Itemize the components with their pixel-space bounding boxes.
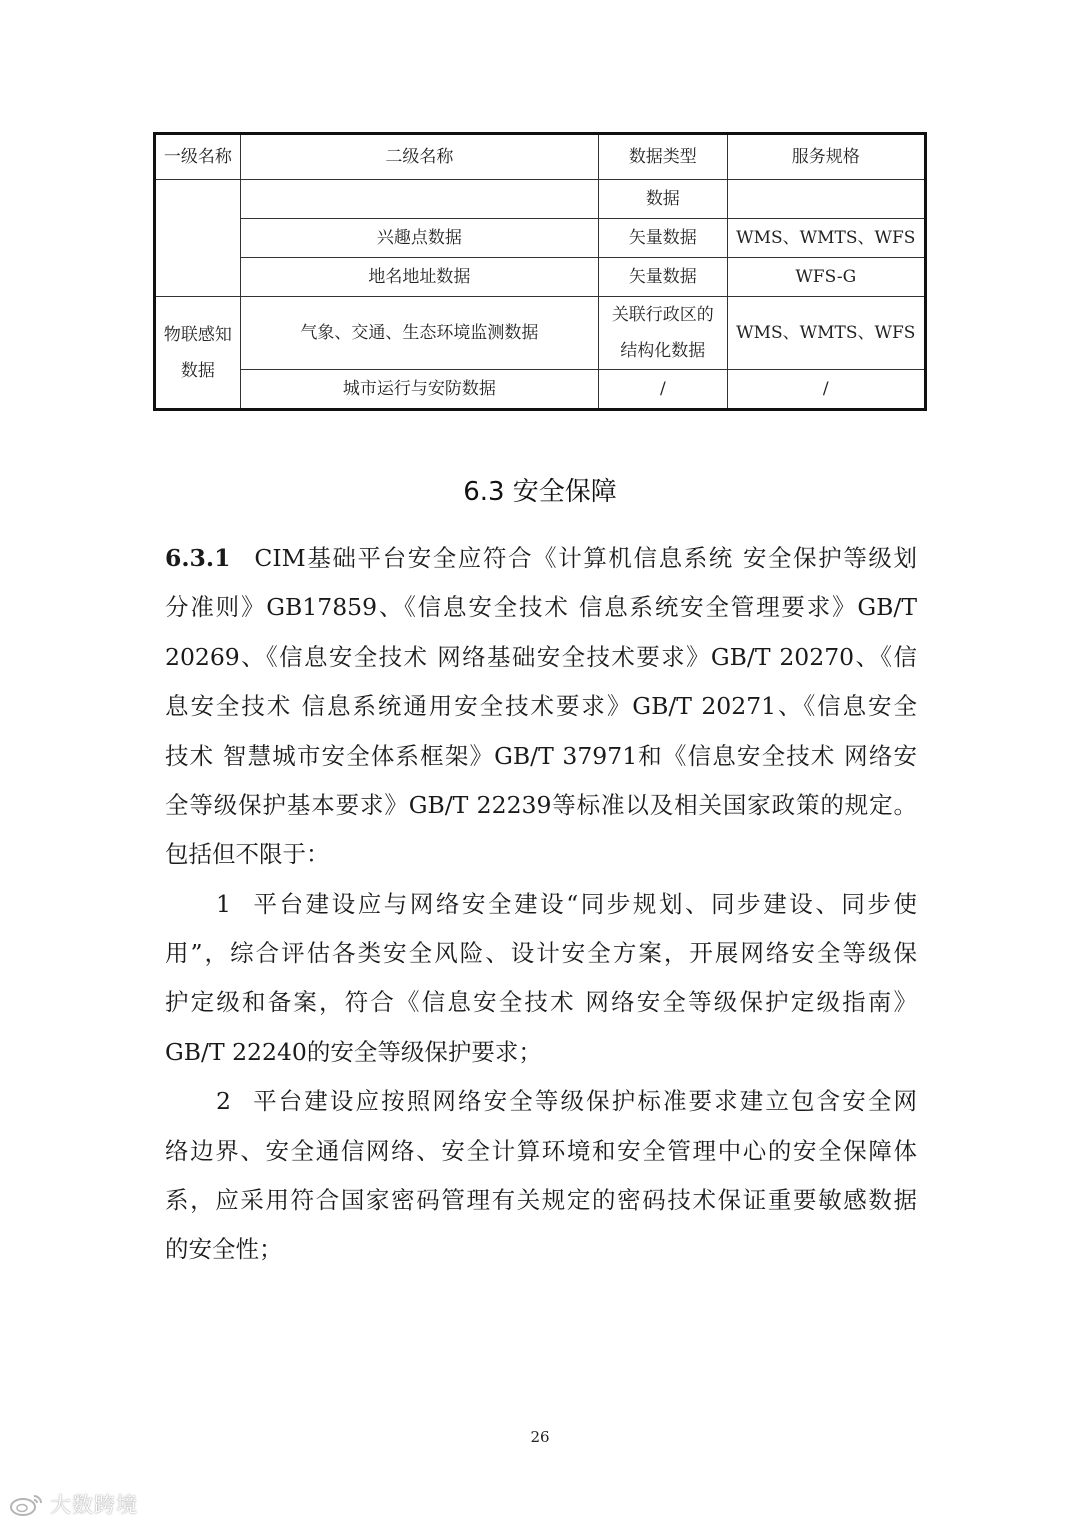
watermark-text: 大数跨境 [50, 1493, 138, 1517]
cell-level1-iot-line: 物联感知 [163, 324, 232, 345]
cell-level1-empty [155, 180, 241, 297]
cell-type: 矢量数据 [599, 219, 727, 258]
table-row [155, 297, 926, 370]
table-row [155, 180, 926, 219]
item-line: 的安全性； [165, 1235, 283, 1263]
cell-type-line: 结构化数据 [620, 341, 706, 361]
item-line: 用”，综合评估各类安全风险、设计安全方案，开展网络安全等级保 [165, 939, 917, 967]
clause-line: 分准则》GB17859、《信息安全技术 信息系统安全管理要求》GB/T [165, 593, 917, 621]
clause-text: CIM基础平台安全应符合《计算机信息系统 安全保护等级划 [254, 544, 917, 572]
item-number: 2 [216, 1087, 231, 1115]
header-level1: 一级名称 [155, 134, 241, 180]
cell-level1-iot [155, 297, 241, 410]
weibo-logo-icon [6, 1491, 46, 1517]
cell-spec: WFS-G [727, 258, 925, 297]
clause-line: 技术 智慧城市安全体系框架》GB/T 37971和《信息安全技术 网络安 [165, 742, 917, 770]
cell-type-cont: 数据 [599, 180, 727, 219]
item-number: 1 [216, 890, 231, 918]
clause-line: 包括但不限于： [165, 840, 330, 868]
item-text: 平台建设应按照网络安全等级保护标准要求建立包含安全网 [250, 1087, 917, 1115]
cell-type: / [599, 370, 727, 410]
cell-spec: WMS、WMTS、WFS [727, 297, 925, 370]
cell-type: 矢量数据 [599, 258, 727, 297]
cell-level2: 地名地址数据 [240, 258, 598, 297]
header-data-type: 数据类型 [599, 134, 727, 180]
cell-spec: WMS、WMTS、WFS [727, 219, 925, 258]
header-service-spec: 服务规格 [727, 134, 925, 180]
cell-level2: 城市运行与安防数据 [240, 370, 598, 410]
item-line: GB/T 22240的安全等级保护要求； [165, 1038, 542, 1066]
item-line [216, 884, 917, 924]
cell-level2-empty [240, 180, 598, 219]
cell-level1-iot-line: 数据 [180, 360, 215, 381]
cell-spec: / [727, 370, 925, 410]
item-line: 络边界、安全通信网络、安全计算环境和安全管理中心的安全保障体 [165, 1137, 917, 1165]
clause-line: 全等级保护基本要求》GB/T 22239等标准以及相关国家政策的规定。 [165, 791, 917, 819]
item-line: 护定级和备案，符合《信息安全技术 网络安全等级保护定级指南》 [165, 988, 917, 1016]
item-text: 平台建设应与网络安全建设“同步规划、同步建设、同步使 [250, 890, 917, 918]
cell-type-structured [599, 297, 727, 370]
clause-line [165, 538, 917, 578]
data-service-table [153, 132, 927, 411]
clause-line: 息安全技术 信息系统通用安全技术要求》GB/T 20271、《信息安全 [165, 692, 917, 720]
table-row [155, 370, 926, 410]
section-heading: 6.3 安全保障 [463, 477, 617, 507]
header-level2: 二级名称 [240, 134, 598, 180]
clause-number: 6.3.1 [165, 544, 231, 572]
table-row [155, 219, 926, 258]
page-number: 26 [530, 1428, 550, 1446]
cell-level2: 气象、交通、生态环境监测数据 [240, 297, 598, 370]
item-line: 系，应采用符合国家密码管理有关规定的密码技术保证重要敏感数据 [165, 1186, 917, 1214]
watermark [6, 1490, 138, 1518]
table-row [155, 258, 926, 297]
item-line [216, 1081, 917, 1121]
table-header-row [155, 134, 926, 180]
cell-spec-empty [727, 180, 925, 219]
cell-type-line: 关联行政区的 [611, 305, 714, 325]
cell-level2: 兴趣点数据 [240, 219, 598, 258]
clause-line: 20269、《信息安全技术 网络基础安全技术要求》GB/T 20270、《信 [165, 643, 917, 671]
